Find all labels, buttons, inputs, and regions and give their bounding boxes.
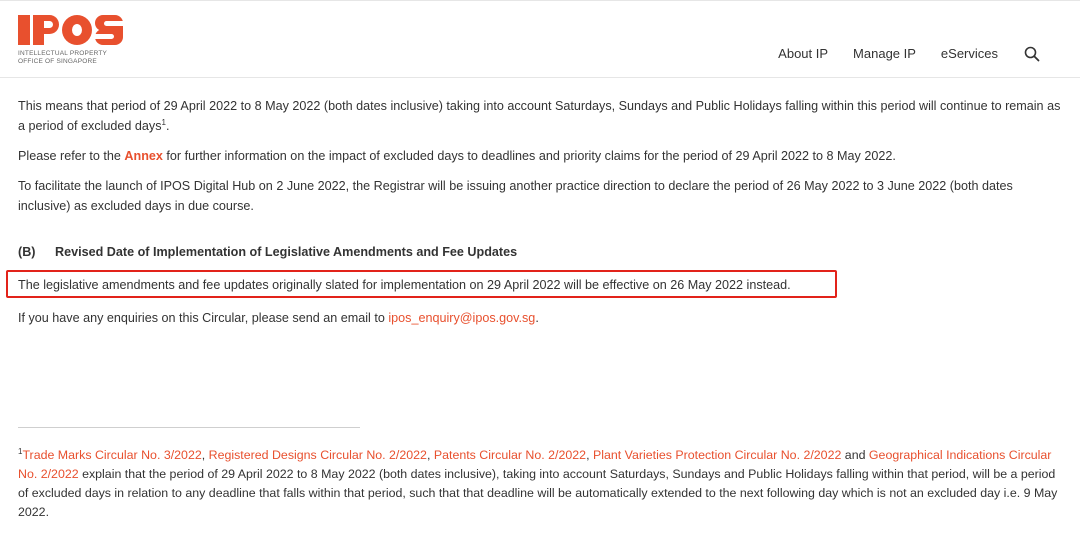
- footnote-sep: and: [841, 448, 869, 462]
- paragraph-excluded-days-text: This means that period of 29 April 2022 to 8 May 2022 (both dates inclusive) taking into account Saturdays, Sundays and Public Holidays falling within this period will continue to remain as a period of excluded days: [18, 99, 1061, 133]
- logo-caption: [18, 50, 128, 66]
- main-nav: [753, 46, 1040, 62]
- ipos-logo[interactable]: [18, 13, 128, 69]
- paragraph-effective-date: The legislative amendments and fee updates originally slated for implementation on 29 April 2022 will be effective on 26 May 2022 instead.: [18, 278, 791, 292]
- email-link[interactable]: ipos_enquiry@ipos.gov.sg: [388, 311, 536, 325]
- search-icon[interactable]: [1024, 46, 1040, 62]
- patents-circular-link[interactable]: Patents Circular No. 2/2022: [433, 448, 587, 462]
- footnote-divider: [18, 427, 360, 428]
- plant-varieties-circular-link[interactable]: Plant Varieties Protection Circular No. 2/2022: [592, 448, 842, 462]
- footnote: [18, 446, 1058, 522]
- paragraph-annex-before: Please refer to the: [18, 149, 125, 163]
- footnote-sep: ,: [586, 448, 593, 462]
- geographical-indications-circular-link[interactable]: Geographical Indications Circular No. 2/2022: [18, 448, 1052, 481]
- section-title: Revised Date of Implementation of Legislative Amendments and Fee Updates: [55, 245, 518, 259]
- footnote-sep: ,: [426, 448, 434, 462]
- logo-mark: [18, 13, 128, 47]
- site-header: [0, 0, 1080, 78]
- nav-manage-ip[interactable]: Manage IP: [853, 46, 916, 61]
- footnote-ref[interactable]: 1: [161, 117, 166, 127]
- footnote-sep: ,: [201, 448, 209, 462]
- nav-eservices[interactable]: eServices: [940, 46, 998, 61]
- paragraph-excluded-days: [18, 96, 1063, 136]
- section-heading: [18, 245, 517, 259]
- annex-link[interactable]: Annex: [124, 149, 163, 163]
- paragraph-enquiries-before: If you have any enquiries on this Circular, please send an email to: [18, 311, 389, 325]
- paragraph-end: .: [165, 119, 170, 133]
- logo-caption-line1: INTELLECTUAL PROPERTY: [18, 50, 108, 57]
- footnote-number: 1: [18, 446, 23, 456]
- trade-marks-circular-link[interactable]: Trade Marks Circular No. 3/2022: [22, 448, 202, 462]
- paragraph-enquiries: [18, 308, 539, 328]
- paragraph-digital-hub: To facilitate the launch of IPOS Digital Hub on 2 June 2022, the Registrar will be issuing another practice direction to declare the period of 26 May 2022 to 3 June 2022 (both dates inclusive) as excluded days in due course.: [18, 179, 1013, 213]
- section-label: (B): [18, 245, 36, 259]
- paragraph-enquiries-after: .: [535, 311, 539, 325]
- paragraph-annex: [18, 146, 896, 166]
- nav-about-ip[interactable]: About IP: [778, 46, 829, 61]
- paragraph-annex-after: for further information on the impact of excluded days to deadlines and priority claims for the period of 29 April 2022 to 8 May 2022.: [162, 149, 896, 163]
- registered-designs-circular-link[interactable]: Registered Designs Circular No. 2/2022: [208, 448, 427, 462]
- logo-caption-line2: OFFICE OF SINGAPORE: [18, 58, 97, 65]
- footnote-text: explain that the period of 29 April 2022 to 8 May 2022 (both dates inclusive), taking into account Saturdays, Sundays and Public Holidays falling within that period, will be a period of excluded days in relation to any deadline that falls within that period, such that that deadline will be automatically extended to the next following day which is not an excluded day i.e. 9 May 2022.: [18, 467, 1058, 519]
